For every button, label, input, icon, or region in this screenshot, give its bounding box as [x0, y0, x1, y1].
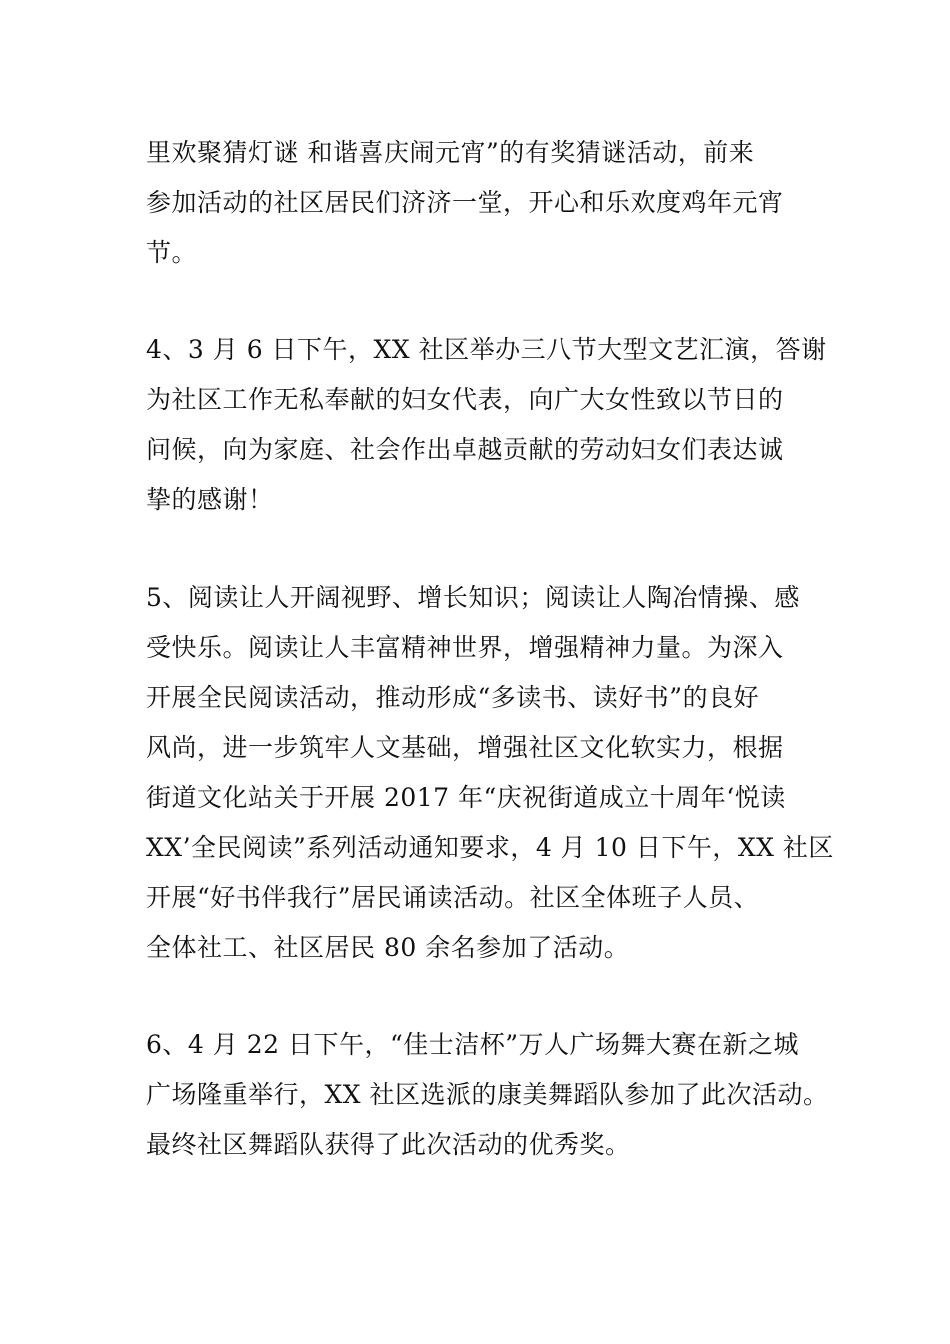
text-line: 最终社区舞蹈队获得了此次活动的优秀奖。: [146, 1130, 631, 1159]
text-line: 受快乐。阅读让人丰富精神世界，增强精神力量。为深入: [146, 633, 784, 662]
text-line: 广场隆重举行，XX 社区选派的康美舞蹈队参加了此次活动。: [146, 1080, 829, 1109]
text-line: 挚的感谢！: [146, 485, 274, 514]
text-line: 风尚，进一步筑牢人文基础，增强社区文化软实力，根据: [146, 733, 784, 762]
paragraph-square-dance: [146, 1020, 846, 1170]
text-line: 全体社工、社区居民 80 余名参加了活动。: [146, 933, 630, 962]
text-line: 6、4 月 22 日下午，“佳士洁杯”万人广场舞大赛在新之城: [146, 1030, 800, 1059]
text-line: XX’全民阅读”系列活动通知要求，4 月 10 日下午，XX 社区: [146, 833, 834, 862]
paragraph-lantern-riddles: [146, 128, 846, 278]
text-line: 开展“好书伴我行”居民诵读活动。社区全体班子人员、: [146, 883, 760, 912]
paragraph-womens-day: [146, 325, 846, 525]
text-line: 街道文化站关于开展 2017 年“庆祝街道成立十周年‘悦读: [146, 783, 786, 812]
text-line: 开展全民阅读活动，推动形成“多读书、读好书”的良好: [146, 683, 760, 712]
text-line: 问候，向为家庭、社会作出卓越贡献的劳动妇女们表达诚: [146, 435, 784, 464]
text-line: 节。: [146, 238, 198, 267]
text-line: 参加活动的社区居民们济济一堂，开心和乐欢度鸡年元宵: [146, 188, 784, 217]
text-line: 为社区工作无私奉献的妇女代表，向广大女性致以节日的: [146, 385, 784, 414]
text-line: 5、阅读让人开阔视野、增长知识；阅读让人陶冶情操、感: [146, 583, 800, 612]
text-line: 里欢聚猜灯谜 和谐喜庆闹元宵”的有奖猜谜活动，前来: [146, 138, 755, 167]
text-line: 4、3 月 6 日下午，XX 社区举办三八节大型文艺汇演，答谢: [146, 335, 827, 364]
paragraph-reading-activity: [146, 573, 846, 973]
